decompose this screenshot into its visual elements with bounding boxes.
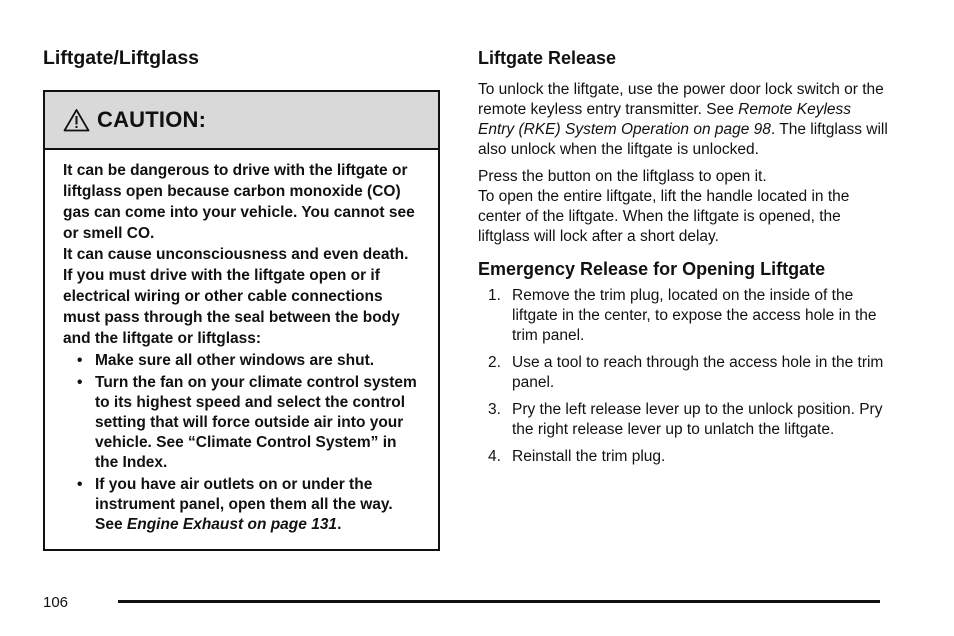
paragraph-text: . The liftglass will also unlock when the liftgate is unlocked. [478,121,888,158]
section-title: Liftgate/Liftglass [43,47,200,69]
bullet-text: Turn the fan on your climate control system to its highest speed and select the control setting that will force outside air into your vehicle. See “Climate Control System” in the Index. [95,374,417,471]
cross-reference: Engine Exhaust on page 131 [126,516,338,533]
step-item [478,353,888,393]
bullet-text: Make sure all other windows are shut. [95,352,375,369]
step-item [478,447,888,467]
cross-reference: Remote Keyless Entry (RKE) System Operation on page 98 [478,101,852,138]
footer-rule [118,600,880,603]
caution-body [45,150,438,549]
release-paragraph [478,80,888,160]
right-column [478,46,888,474]
step-number: 4. [488,448,501,465]
caution-label: CAUTION: [97,107,207,132]
caution-bullet-list [63,351,422,535]
step-text: Pry the left release lever up to the unlock position. Pry the right release lever up to unlatch the liftgate. [512,401,883,438]
release-paragraph [478,167,888,247]
steps-list [478,286,888,467]
step-text: Remove the trim plug, located on the inside of the liftgate in the center, to expose the access hole in the trim panel. [512,287,877,344]
step-item [478,400,888,440]
paragraph-text: To unlock the liftgate, use the power door lock switch or the remote keyless entry transmitter. See [478,81,884,118]
left-column [43,46,444,551]
caution-header [45,92,438,150]
caution-bullet-item [77,373,422,473]
caution-paragraph: It can cause unconsciousness and even death. If you must drive with the liftgate open or if electrical wiring or other cable connections must pass through the seal between the body and the liftgate or liftglass: [63,246,409,347]
step-text: Reinstall the trim plug. [512,448,666,465]
bullet-icon: • [77,476,83,493]
paragraph-text: Press the button on the liftglass to open it. [478,168,767,185]
step-item [478,286,888,346]
caution-paragraph: It can be dangerous to drive with the liftgate or liftglass open because carbon monoxide (CO) gas can come into your vehicle. You cannot see or smell CO. [63,162,415,242]
paragraph-text: To open the entire liftgate, lift the handle located in the center of the liftgate. When the liftgate is opened, the liftglass will lock after a short delay. [478,188,850,245]
step-number: 3. [488,401,501,418]
warning-triangle-icon [63,108,90,132]
bullet-icon: • [77,352,83,369]
bullet-icon: • [77,374,83,391]
step-number: 1. [488,287,501,304]
emergency-release-heading: Emergency Release for Opening Liftgate [478,259,826,279]
liftgate-release-heading: Liftgate Release [478,48,617,68]
step-text: Use a tool to reach through the access hole in the trim panel. [512,354,884,391]
caution-box [43,90,440,551]
bullet-text: . [337,516,342,533]
step-number: 2. [488,354,501,371]
bullet-text: If you have air outlets on or under the instrument panel, open them all the way. See [95,476,393,533]
caution-bullet-item [77,475,422,535]
page-number: 106 [43,594,69,611]
caution-bullet-item [77,351,422,371]
